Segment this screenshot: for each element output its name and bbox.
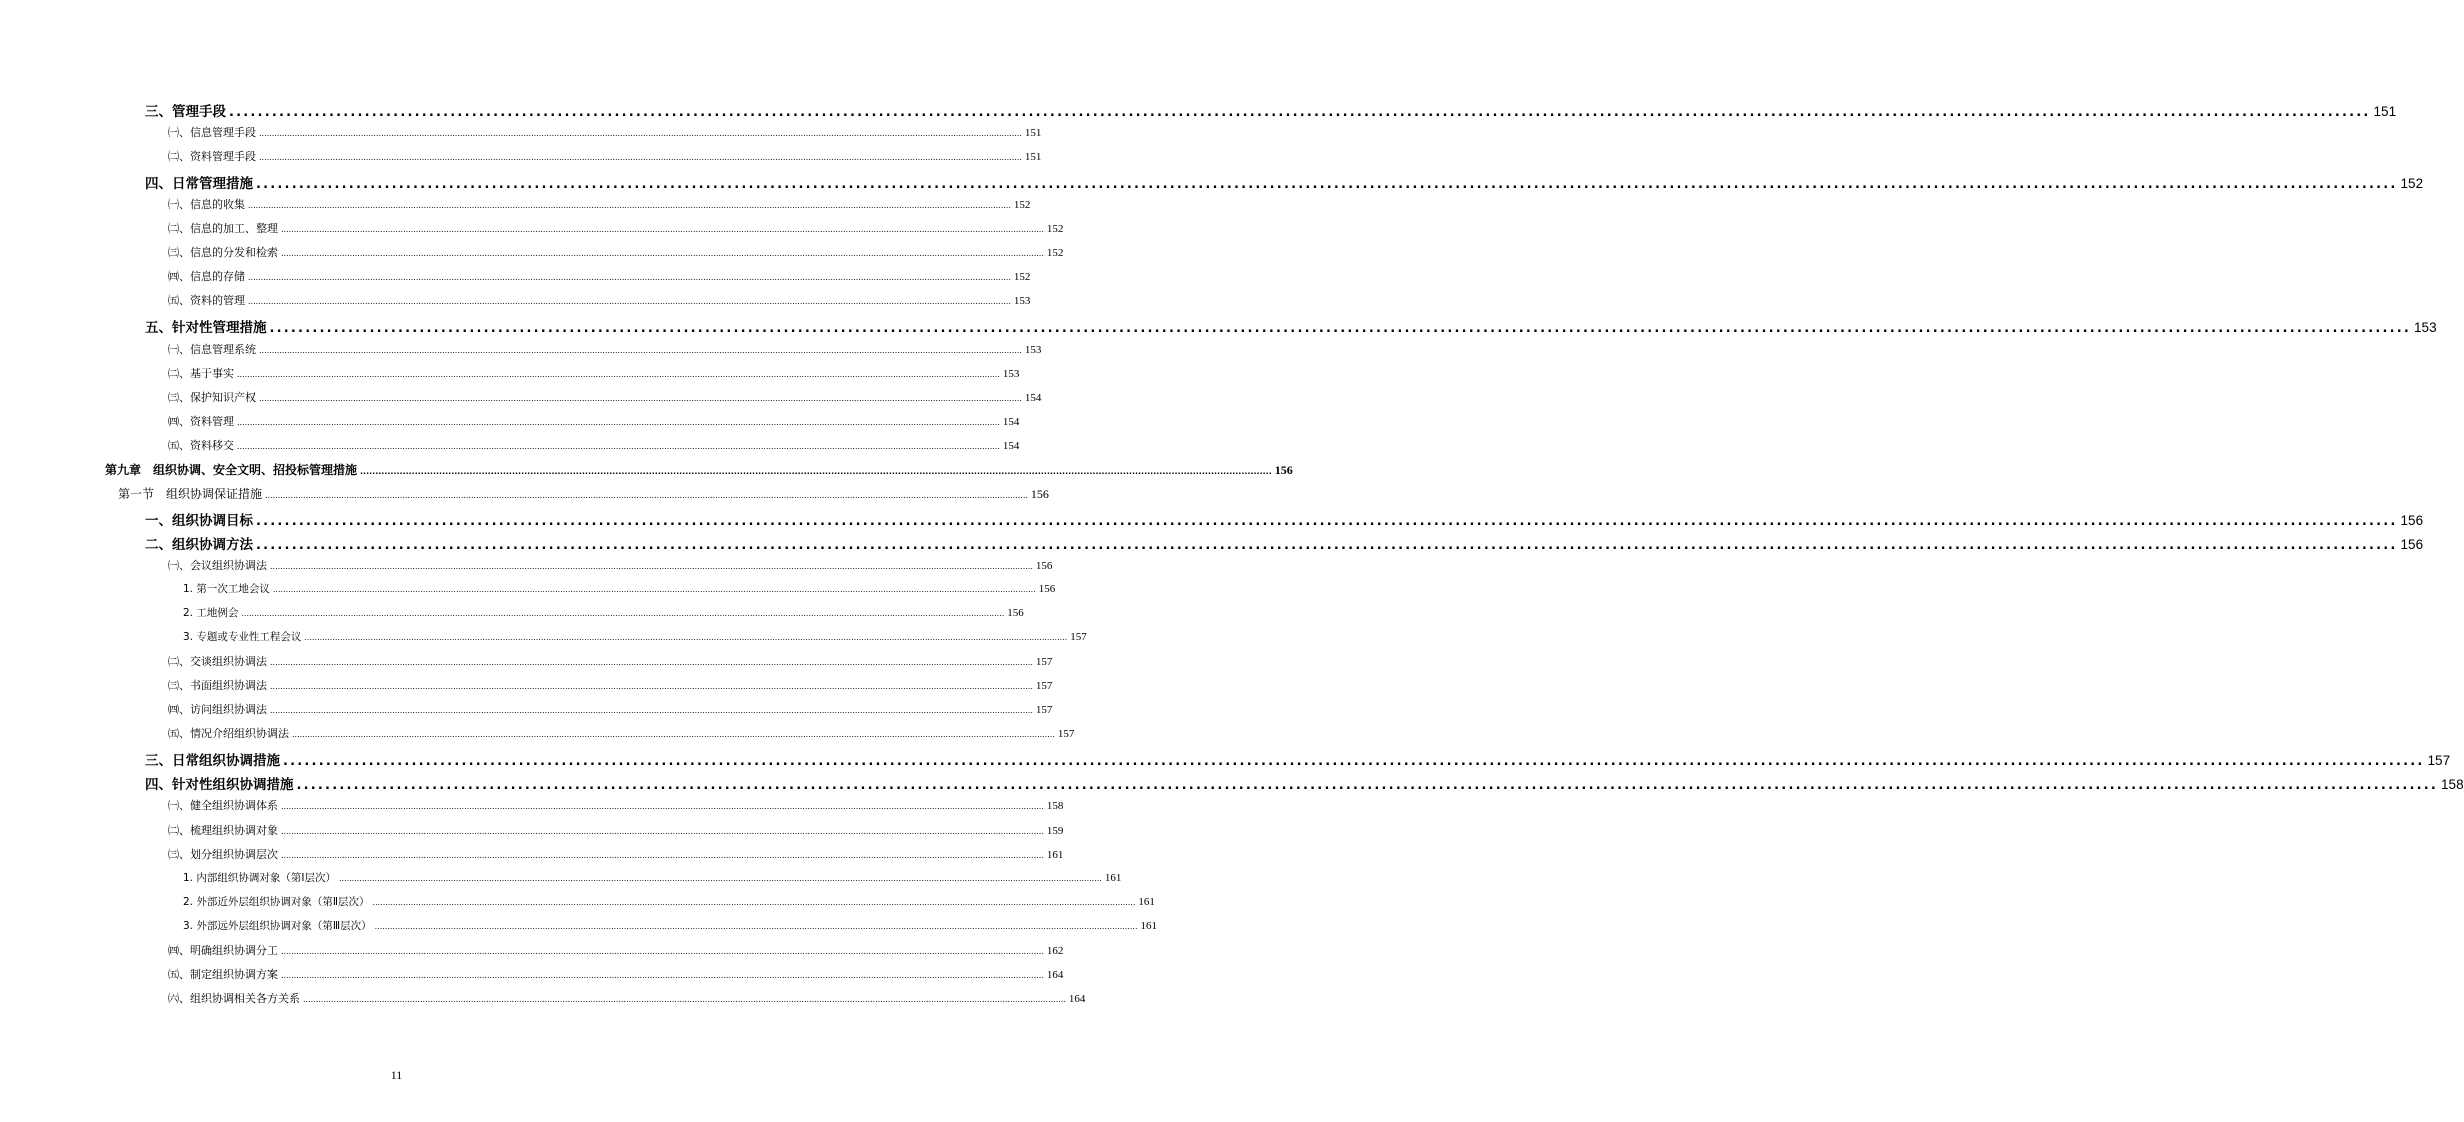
- toc-subitem[interactable]: [168, 846, 1064, 862]
- toc-entry-title: 第一节 组织协调保证措施: [118, 486, 263, 501]
- toc-subitem[interactable]: [168, 341, 1042, 357]
- toc-entry-page: 161: [1104, 871, 1122, 884]
- toc-subitem[interactable]: [168, 557, 1053, 573]
- page-number: 11: [390, 1068, 403, 1082]
- dot-leader: ............................................................................................................................................................................................................................................................................................................: [270, 561, 1033, 571]
- toc-entry-title: ㈣、信息的存储: [168, 270, 245, 284]
- dot-leader: ............................................................................................................................................................................................................................................................................................................: [270, 706, 1033, 716]
- toc-entry-page: 152: [2400, 176, 2424, 192]
- toc-entry-page: 161: [1140, 919, 1157, 932]
- dot-leader: ............................................................................................................................................................................................................................................................................................................: [259, 129, 1022, 139]
- toc-entry-title: 四、日常管理措施: [145, 176, 253, 193]
- dot-leader: ............................................................................................................................................................................................................................................................................................................: [241, 609, 1005, 619]
- dot-leader: ............................................................................................................................................................................................................................................................................................................: [270, 658, 1033, 668]
- dot-leader: ............................................................................................................................................................................................................................................................................................................: [281, 946, 1044, 956]
- toc-entry-page: 156: [1038, 583, 1056, 595]
- dot-leader: ............................................................................................................................................................................................................................................................................................................: [256, 537, 2398, 553]
- toc-subitem[interactable]: [168, 966, 1064, 982]
- dot-leader: ............................................................................................................................................................................................................................................................................................................: [296, 778, 2439, 794]
- toc-entry-page: 153: [2414, 320, 2437, 336]
- toc-entry-title: ㈤、情况介绍组织协调法: [168, 727, 289, 741]
- toc-subsubitem[interactable]: [183, 629, 1087, 644]
- dot-leader: ............................................................................................................................................................................................................................................................................................................: [259, 345, 1022, 355]
- toc-entry-title: ㈤、资料的管理: [168, 294, 245, 308]
- toc-entry-page: 156: [1274, 462, 1293, 477]
- toc-entry-title: 3. 外部远外层组织协调对象（第Ⅲ层次）: [183, 919, 372, 932]
- toc-chapter[interactable]: [105, 461, 1293, 478]
- toc-entry-title: ㈢、信息的分发和检索: [168, 246, 278, 260]
- toc-subsubitem[interactable]: [183, 918, 1157, 933]
- dot-leader: ............................................................................................................................................................................................................................................................................................................: [372, 897, 1136, 907]
- dot-leader: ............................................................................................................................................................................................................................................................................................................: [281, 225, 1044, 235]
- toc-entry-page: 158: [2441, 777, 2464, 793]
- toc-subitem[interactable]: [168, 220, 1064, 236]
- toc-heading[interactable]: [145, 172, 2424, 193]
- toc-entry-title: ㈡、信息的加工、整理: [168, 222, 278, 236]
- toc-entry-page: 151: [2373, 104, 2397, 119]
- dot-leader: ............................................................................................................................................................................................................................................................................................................: [281, 850, 1044, 860]
- toc-entry-page: 157: [1035, 704, 1053, 717]
- toc-subitem[interactable]: [168, 268, 1031, 284]
- toc-subitem[interactable]: [168, 413, 1020, 429]
- toc-entry-page: 162: [1046, 944, 1064, 957]
- toc-subitem[interactable]: [168, 725, 1075, 741]
- toc-entry-page: 164: [1046, 968, 1064, 981]
- toc-entry-title: ㈡、交谈组织协调法: [168, 655, 267, 669]
- toc-entry-page: 157: [1035, 656, 1053, 669]
- toc-subitem[interactable]: [168, 942, 1064, 958]
- toc-entry-page: 152: [1013, 271, 1031, 284]
- toc-heading[interactable]: [145, 749, 2451, 770]
- dot-leader: ............................................................................................................................................................................................................................................................................................................: [292, 730, 1055, 740]
- toc-entry-page: 153: [1024, 343, 1042, 356]
- toc-entry-page: 164: [1068, 992, 1086, 1005]
- dot-leader: ............................................................................................................................................................................................................................................................................................................: [237, 417, 1000, 427]
- toc-subitem[interactable]: [168, 148, 1042, 164]
- toc-subitem[interactable]: [168, 292, 1031, 308]
- dot-leader: ............................................................................................................................................................................................................................................................................................................: [248, 201, 1011, 211]
- dot-leader: ............................................................................................................................................................................................................................................................................................................: [304, 633, 1068, 643]
- toc-entry-title: 四、针对性组织协调措施: [145, 777, 294, 794]
- toc-entry-title: ㈡、资料管理手段: [168, 150, 256, 164]
- dot-leader: ............................................................................................................................................................................................................................................................................................................: [237, 441, 1000, 451]
- dot-leader: ............................................................................................................................................................................................................................................................................................................: [281, 826, 1044, 836]
- dot-leader: ............................................................................................................................................................................................................................................................................................................: [265, 490, 1028, 500]
- toc-entry-page: 156: [2400, 512, 2424, 528]
- dot-leader: ............................................................................................................................................................................................................................................................................................................: [237, 369, 1000, 379]
- dot-leader: ............................................................................................................................................................................................................................................................................................................: [259, 393, 1022, 403]
- toc-entry-title: ㈠、健全组织协调体系: [168, 799, 278, 813]
- dot-leader: ............................................................................................................................................................................................................................................................................................................: [303, 994, 1066, 1004]
- toc-entry-title: 1. 第一次工地会议: [183, 583, 270, 595]
- dot-leader: ............................................................................................................................................................................................................................................................................................................: [374, 921, 1138, 931]
- toc-entry-page: 161: [1138, 895, 1155, 908]
- toc-entry-page: 161: [1046, 848, 1064, 861]
- toc-subsubitem[interactable]: [183, 581, 1056, 596]
- toc-entry-title: ㈢、划分组织协调层次: [168, 847, 278, 861]
- toc-entry-title: ㈠、信息管理手段: [168, 126, 256, 140]
- dot-leader: ............................................................................................................................................................................................................................................................................................................: [229, 105, 2371, 120]
- toc-entry-title: ㈠、信息管理系统: [168, 342, 256, 356]
- dot-leader: ............................................................................................................................................................................................................................................................................................................: [281, 249, 1044, 259]
- toc-entry-page: 153: [1013, 295, 1031, 308]
- toc-subitem[interactable]: [168, 797, 1064, 813]
- toc-heading[interactable]: [145, 533, 2424, 553]
- toc-entry-page: 158: [1046, 800, 1064, 813]
- toc-heading[interactable]: [145, 509, 2424, 529]
- toc-entry-page: 156: [1007, 607, 1024, 620]
- dot-leader: ............................................................................................................................................................................................................................................................................................................: [259, 153, 1022, 163]
- toc-entry-title: ㈣、资料管理: [168, 414, 234, 428]
- toc-subitem[interactable]: [168, 196, 1031, 212]
- toc-subsubitem[interactable]: [183, 870, 1122, 885]
- toc-entry-title: 第九章 组织协调、安全文明、招投标管理措施: [105, 462, 358, 477]
- dot-leader: ............................................................................................................................................................................................................................................................................................................: [338, 873, 1102, 883]
- toc-entry-title: 五、针对性管理措施: [145, 320, 267, 337]
- toc-subsubitem[interactable]: [183, 605, 1024, 620]
- toc-entry-page: 151: [1024, 127, 1042, 140]
- toc-entry-title: ㈡、梳理组织协调对象: [168, 823, 278, 837]
- toc-entry-title: ㈡、基于事实: [168, 366, 234, 380]
- dot-leader: ............................................................................................................................................................................................................................................................................................................: [272, 585, 1036, 594]
- dot-leader: ............................................................................................................................................................................................................................................................................................................: [256, 513, 2398, 529]
- toc-entry-title: ㈢、书面组织协调法: [168, 679, 267, 693]
- toc-entry-title: ㈤、资料移交: [168, 438, 234, 452]
- toc-entry-page: 154: [1002, 439, 1020, 452]
- dot-leader: ............................................................................................................................................................................................................................................................................................................: [283, 754, 2425, 770]
- toc-heading[interactable]: [145, 773, 2464, 794]
- toc-entry-title: ㈠、信息的收集: [168, 198, 245, 212]
- toc-entry-page: 156: [1030, 486, 1049, 501]
- toc-entry-page: 154: [1002, 415, 1020, 428]
- toc-subitem[interactable]: [168, 677, 1053, 693]
- toc-heading[interactable]: [145, 316, 2437, 337]
- dot-leader: ............................................................................................................................................................................................................................................................................................................: [360, 466, 1272, 476]
- toc-entry-page: 152: [1046, 247, 1064, 260]
- toc-heading[interactable]: [145, 100, 2397, 120]
- toc-entry-page: 157: [1057, 728, 1075, 741]
- toc-subitem[interactable]: [168, 701, 1053, 717]
- toc-entry-page: 157: [1035, 680, 1053, 693]
- toc-entry-title: ㈤、制定组织协调方案: [168, 967, 278, 981]
- toc-entry-title: 2. 外部近外层组织协调对象（第Ⅱ层次）: [183, 895, 370, 908]
- toc-subitem[interactable]: [168, 365, 1020, 381]
- dot-leader: ............................................................................................................................................................................................................................................................................................................: [270, 682, 1033, 692]
- toc-subitem[interactable]: [168, 990, 1086, 1006]
- dot-leader: ............................................................................................................................................................................................................................................................................................................: [281, 970, 1044, 980]
- toc-subitem[interactable]: [168, 124, 1042, 140]
- toc-entry-page: 152: [1013, 199, 1031, 212]
- toc-subitem[interactable]: [168, 653, 1053, 669]
- dot-leader: ............................................................................................................................................................................................................................................................................................................: [269, 321, 2412, 337]
- toc-entry-page: 151: [1024, 151, 1042, 164]
- toc-subsubitem[interactable]: [183, 894, 1155, 909]
- toc-entry-title: 2. 工地例会: [183, 607, 239, 620]
- dot-leader: ............................................................................................................................................................................................................................................................................................................: [281, 802, 1044, 812]
- toc-entry-page: 156: [1035, 559, 1053, 572]
- toc-entry-title: 三、日常组织协调措施: [145, 753, 280, 770]
- toc-entry-title: 3. 专题或专业性工程会议: [183, 631, 302, 644]
- toc-subitem[interactable]: [168, 244, 1064, 260]
- toc-entry-page: 153: [1002, 367, 1020, 380]
- toc-entry-title: ㈢、保护知识产权: [168, 390, 256, 404]
- dot-leader: ............................................................................................................................................................................................................................................................................................................: [256, 177, 2398, 193]
- toc-entry-title: ㈥、组织协调相关各方关系: [168, 991, 300, 1005]
- toc-entry-page: 157: [1070, 631, 1087, 644]
- toc-entry-title: 三、管理手段: [145, 104, 226, 120]
- toc-entry-title: 1. 内部组织协调对象（第Ⅰ层次）: [183, 871, 336, 884]
- toc-entry-page: 157: [2427, 753, 2451, 769]
- toc-subitem[interactable]: [168, 389, 1042, 405]
- toc-entry-page: 159: [1046, 824, 1064, 837]
- toc-entry-page: 156: [2400, 536, 2424, 552]
- toc-entry-page: 154: [1024, 391, 1042, 404]
- dot-leader: ............................................................................................................................................................................................................................................................................................................: [248, 297, 1011, 307]
- toc-section[interactable]: [118, 485, 1049, 502]
- toc-entry-title: ㈠、会议组织协调法: [168, 558, 267, 572]
- toc-entry-title: ㈣、明确组织协调分工: [168, 943, 278, 957]
- toc-entry-page: 152: [1046, 223, 1064, 236]
- dot-leader: ............................................................................................................................................................................................................................................................................................................: [248, 273, 1011, 283]
- toc-entry-title: 一、组织协调目标: [145, 512, 253, 529]
- toc-subitem[interactable]: [168, 437, 1020, 453]
- toc-entry-title: ㈣、访问组织协调法: [168, 703, 267, 717]
- toc-subitem[interactable]: [168, 822, 1064, 838]
- toc-entry-title: 二、组织协调方法: [145, 536, 253, 553]
